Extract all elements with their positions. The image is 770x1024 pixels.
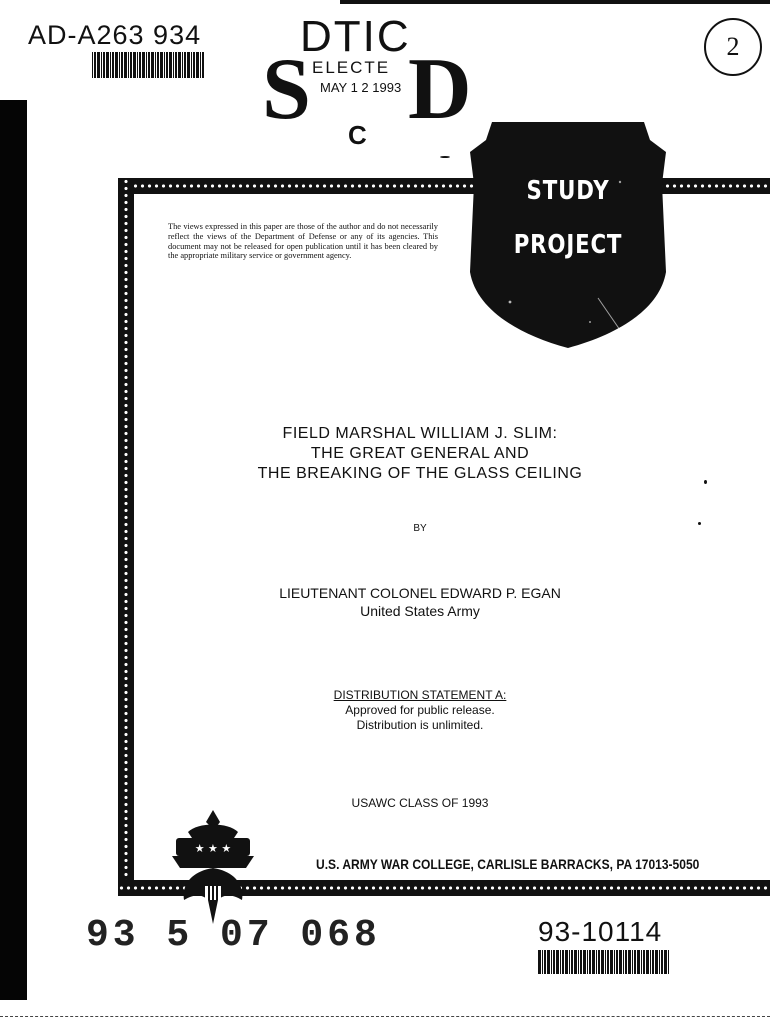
border-frame-top <box>118 178 770 194</box>
barcode-bar <box>157 52 159 78</box>
barcode-bar <box>119 52 120 78</box>
barcode-bar <box>200 52 201 78</box>
svg-text:★ ★ ★: ★ ★ ★ <box>194 842 232 855</box>
barcode-bar <box>124 52 127 78</box>
title-line-3: THE BREAKING OF THE GLASS CEILING <box>257 465 583 482</box>
study-project-shield <box>470 122 666 348</box>
barcode-bar <box>614 950 615 974</box>
barcode-bar <box>94 52 96 78</box>
stamp-letter-s: S <box>262 41 311 138</box>
barcode-bar <box>155 52 156 78</box>
barcode-bar <box>173 52 174 78</box>
barcode-bar <box>661 950 663 974</box>
barcode-bar <box>650 950 651 974</box>
title-line-1: FIELD MARSHAL WILLIAM J. SLIM: <box>282 425 558 442</box>
barcode-bar <box>562 950 564 974</box>
barcode-bar <box>625 950 627 974</box>
left-scan-bar <box>0 100 27 1000</box>
barcode-bar <box>632 950 633 974</box>
barcode-bar <box>551 950 552 974</box>
barcode-bar <box>202 52 204 78</box>
barcode-bar <box>101 52 102 78</box>
barcode-bar <box>565 950 568 974</box>
barcode-bar <box>574 950 577 974</box>
barcode-bar <box>121 52 123 78</box>
barcode-bar <box>538 950 541 974</box>
barcode-bar <box>607 950 609 974</box>
barcode-bar <box>196 52 199 78</box>
barcode-bar <box>92 52 93 78</box>
scan-speck <box>704 480 707 484</box>
disclaimer-text: The views expressed in this paper are those of the author and do not necessarily reflect the views of the Department of Defense or any of its agencies. This document may not be released for open publication until it has been cleared by the appropriate military service or government agency. <box>168 222 438 261</box>
barcode-bar <box>587 950 588 974</box>
barcode-bar <box>106 52 109 78</box>
barcode-bar <box>115 52 118 78</box>
barcode-bar <box>175 52 177 78</box>
barcode-bar <box>133 52 136 78</box>
border-frame-left <box>118 178 134 890</box>
dtic-stamp: DTIC <box>300 12 411 61</box>
barcode-bar <box>571 950 573 974</box>
circled-copy-number: 2 <box>704 18 762 76</box>
barcode-bar <box>166 52 168 78</box>
document-barcode <box>538 950 669 974</box>
ad-accession-number: AD-A263 934 <box>28 20 202 50</box>
barcode-bar <box>178 52 181 78</box>
title-line-2: THE GREAT GENERAL AND <box>310 445 530 462</box>
barcode-bar <box>148 52 150 78</box>
scan-speck <box>440 156 450 158</box>
barcode-bar <box>580 950 582 974</box>
scan-bottom-edge <box>0 1016 770 1019</box>
barcode-bar <box>659 950 660 974</box>
barcode-bar <box>605 950 606 974</box>
barcode-bar <box>169 52 172 78</box>
barcode-bar <box>97 52 100 78</box>
barcode-bar <box>547 950 550 974</box>
college-address: U.S. ARMY WAR COLLEGE, CARLISLE BARRACKS, PA 17013-5050 <box>316 856 700 872</box>
document-title <box>200 424 640 484</box>
class-of-label: USAWC CLASS OF 1993 <box>351 796 489 810</box>
barcode-bar <box>583 950 586 974</box>
distribution-line-1: Approved for public release. <box>345 703 495 717</box>
barcode-bar <box>128 52 129 78</box>
barcode-bar <box>160 52 163 78</box>
barcode-bar <box>592 950 595 974</box>
barcode-bar <box>637 950 640 974</box>
top-edge-scan-mark <box>340 0 770 4</box>
barcode-bar <box>610 950 613 974</box>
barcode-bar <box>598 950 600 974</box>
barcode-bar <box>601 950 604 974</box>
barcode-bar <box>560 950 561 974</box>
barcode-bar <box>191 52 192 78</box>
barcode-bar <box>578 950 579 974</box>
barcode-bar <box>110 52 111 78</box>
barcode-bar <box>628 950 631 974</box>
barcode-bar <box>542 950 543 974</box>
electe-stamp: ELECTE <box>312 58 391 77</box>
barcode-bar <box>553 950 555 974</box>
barcode-bar <box>664 950 667 974</box>
barcode-bar <box>184 52 186 78</box>
eagle-seal-icon <box>168 808 258 926</box>
barcode-bar <box>668 950 669 974</box>
document-number: 93-10114 <box>538 916 663 947</box>
stamp-letter-c: C <box>348 120 367 150</box>
by-label: BY <box>413 523 427 534</box>
barcode-bar <box>164 52 165 78</box>
barcode-bar <box>589 950 591 974</box>
barcode-bar <box>623 950 624 974</box>
barcode-bar <box>142 52 145 78</box>
date-stamp: MAY 1 2 1993 <box>320 80 402 95</box>
barcode-bar <box>616 950 618 974</box>
barcode-bar <box>634 950 636 974</box>
barcode-bar <box>112 52 114 78</box>
barcode-bar <box>596 950 597 974</box>
barcode-bar <box>569 950 570 974</box>
author-name: LIEUTENANT COLONEL EDWARD P. EGAN <box>279 585 561 601</box>
barcode-bar <box>137 52 138 78</box>
stamp-letter-d: D <box>408 41 472 138</box>
author-service: United States Army <box>360 603 480 619</box>
barcode-bar <box>182 52 183 78</box>
distribution-heading: DISTRIBUTION STATEMENT A: <box>333 688 507 702</box>
barcode-bar <box>619 950 622 974</box>
barcode-bar <box>655 950 658 974</box>
author-block <box>200 584 640 620</box>
barcode-bar <box>130 52 132 78</box>
project-label: PROJECT <box>513 230 623 260</box>
army-seal <box>168 808 258 926</box>
barcode-bar <box>646 950 649 974</box>
barcode-bar <box>652 950 654 974</box>
barcode-bar <box>641 950 642 974</box>
barcode-bar <box>643 950 645 974</box>
barcode-bar <box>544 950 546 974</box>
barcode-bar <box>103 52 105 78</box>
barcode-bar <box>187 52 190 78</box>
barcode-bar <box>139 52 141 78</box>
barcode-bar <box>193 52 195 78</box>
barcode-bar <box>151 52 154 78</box>
barcode-bar <box>556 950 559 974</box>
distribution-line-2: Distribution is unlimited. <box>356 718 484 732</box>
ad-barcode <box>92 52 204 78</box>
scan-speck <box>698 522 701 525</box>
distribution-statement <box>200 688 640 733</box>
barcode-bar <box>146 52 147 78</box>
study-label: STUDY <box>526 176 610 206</box>
accession-stamp-number: 93 5 07 068 <box>86 914 381 957</box>
